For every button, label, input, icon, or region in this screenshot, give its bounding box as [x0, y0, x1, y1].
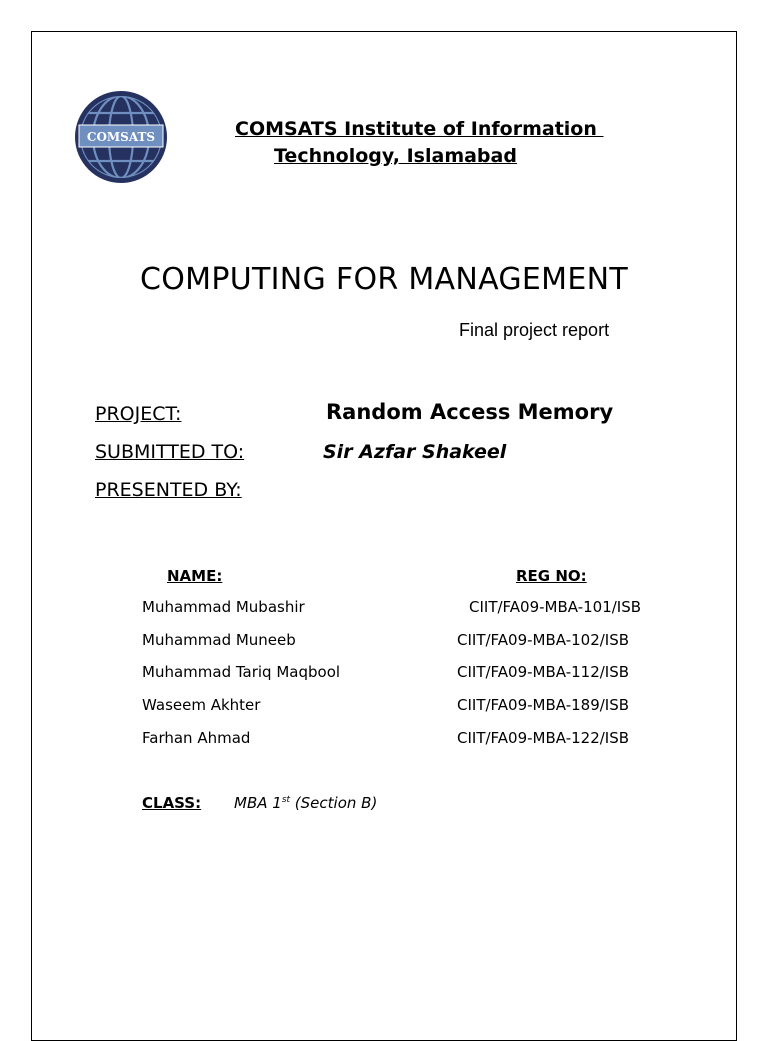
institution-name-line2: Technology, Islamabad — [274, 145, 517, 167]
project-value: Random Access Memory — [326, 400, 614, 424]
member-name: Muhammad Muneeb — [142, 630, 296, 649]
class-label: CLASS: — [142, 794, 202, 812]
members-list — [0, 598, 768, 761]
class-value-ordinal: st — [281, 795, 291, 805]
project-label: PROJECT: — [95, 403, 182, 425]
reg-no-column-header: REG NO: — [516, 567, 587, 585]
member-name: Muhammad Tariq Maqbool — [142, 663, 341, 682]
comsats-logo — [75, 91, 167, 183]
name-column-header: NAME: — [167, 567, 223, 585]
member-row — [0, 729, 768, 762]
svg-text:COMSATS: COMSATS — [86, 130, 156, 144]
document-subtitle: Final project report — [459, 320, 610, 340]
member-reg-no: CIIT/FA09-MBA-112/ISB — [457, 663, 630, 682]
presented-by-label: PRESENTED BY: — [95, 479, 242, 501]
member-row — [0, 663, 768, 696]
class-value-prefix: MBA 1 — [234, 794, 282, 812]
submitted-to-value: Sir Azfar Shakeel — [323, 441, 507, 463]
document-title: COMPUTING FOR MANAGEMENT — [140, 262, 628, 297]
member-reg-no: CIIT/FA09-MBA-189/ISB — [457, 696, 630, 715]
member-reg-no: CIIT/FA09-MBA-122/ISB — [457, 728, 630, 747]
member-reg-no: CIIT/FA09-MBA-101/ISB — [469, 598, 642, 616]
institution-name-line1: COMSATS Institute of Information — [235, 118, 604, 140]
class-value-suffix: (Section B) — [290, 794, 378, 812]
member-reg-no: CIIT/FA09-MBA-102/ISB — [457, 630, 630, 649]
submitted-to-label: SUBMITTED TO: — [95, 441, 245, 463]
member-name: Farhan Ahmad — [142, 728, 251, 747]
member-row — [0, 598, 768, 631]
member-row — [0, 631, 768, 664]
member-name: Waseem Akhter — [142, 696, 261, 715]
class-value — [234, 794, 377, 812]
member-name: Muhammad Mubashir — [142, 598, 305, 616]
member-row — [0, 696, 768, 729]
